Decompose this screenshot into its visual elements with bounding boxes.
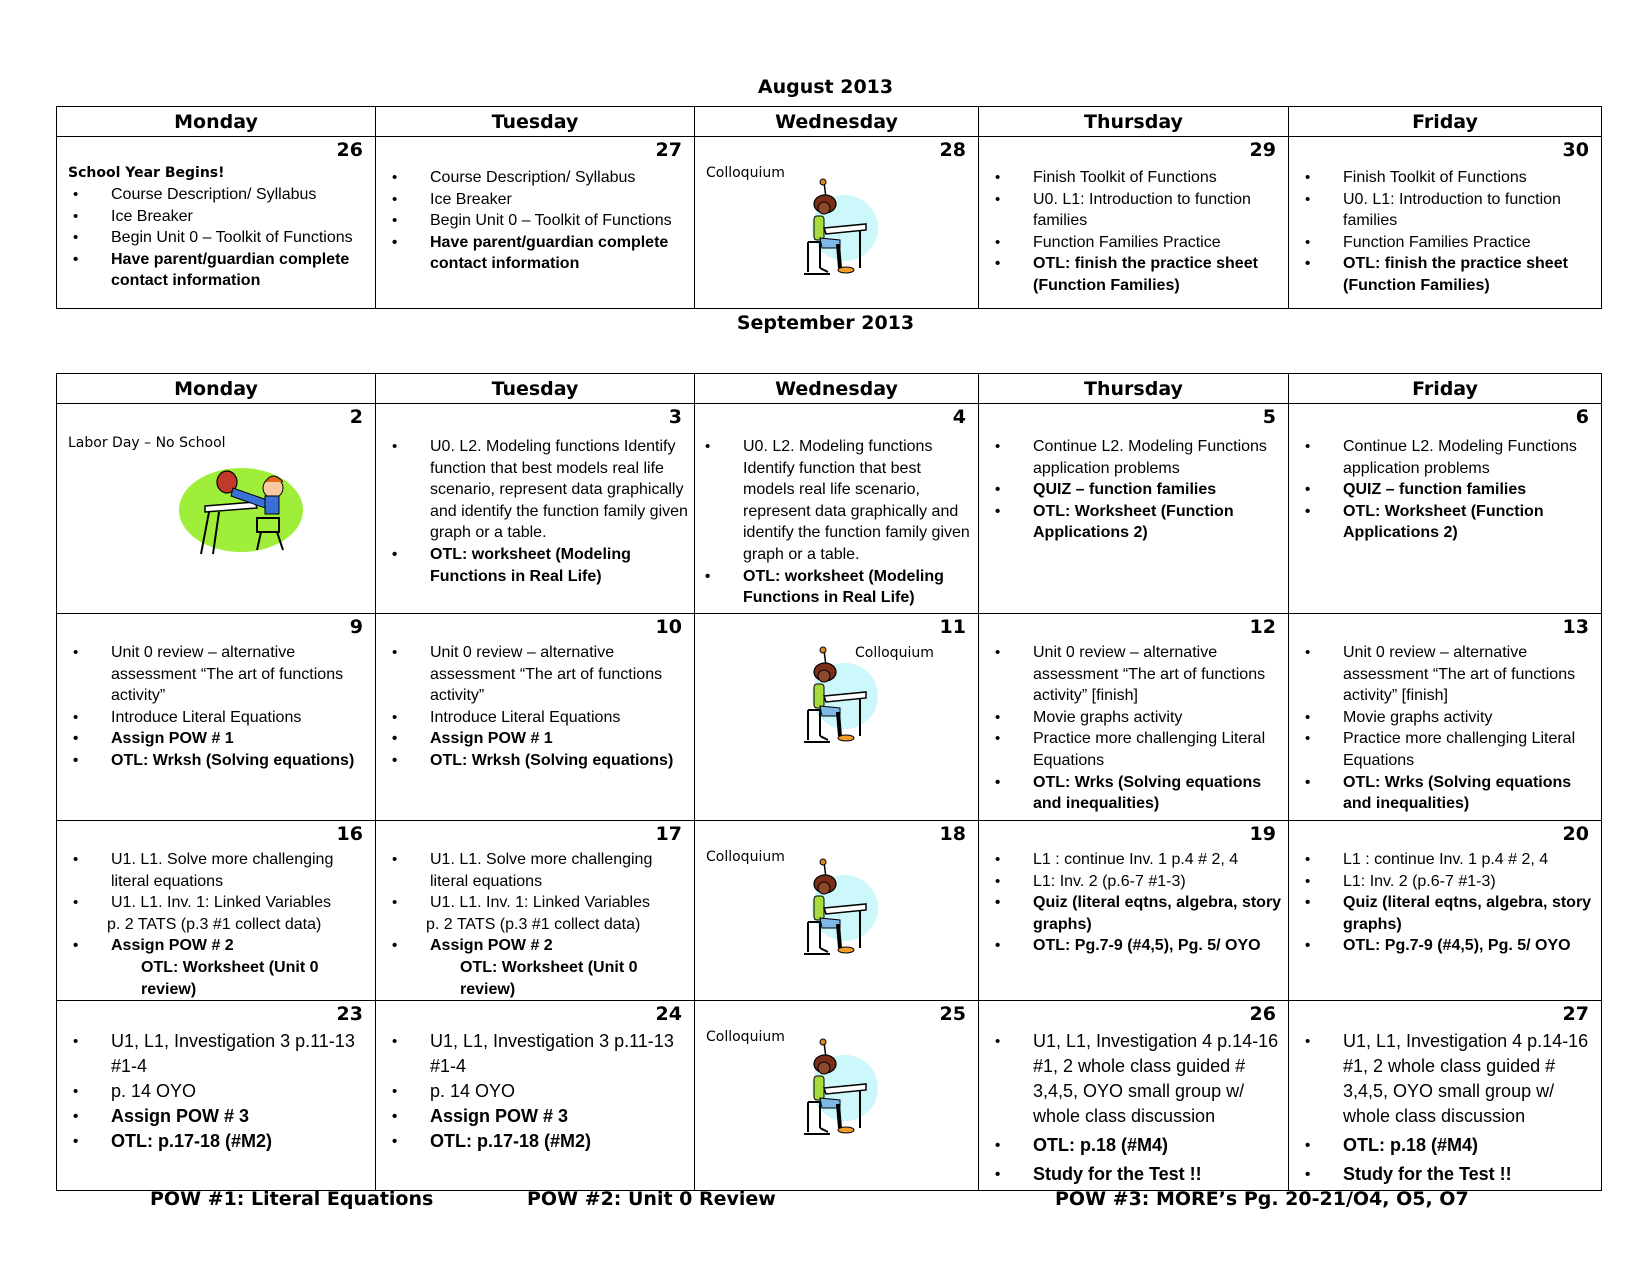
- pow-3-label: POW #3: MORE’s Pg. 20-21/O4, O5, O7: [1055, 1188, 1469, 1210]
- day-number: 27: [655, 139, 682, 161]
- list-item: • OTL: Wrksh (Solving equations): [430, 750, 688, 772]
- day-number: 23: [336, 1003, 363, 1026]
- task-list: [63, 935, 369, 957]
- day-number: 19: [1249, 823, 1276, 845]
- list-item: • OTL: p.18 (#M4): [1033, 1133, 1282, 1158]
- day-cell-sep-13: [1289, 614, 1602, 821]
- list-item: • Study for the Test !!: [1343, 1162, 1595, 1187]
- header-monday: Monday: [57, 374, 376, 404]
- list-item: • Unit 0 review – alternative assessment “The art of functions activity”: [111, 642, 369, 707]
- task-list: [63, 849, 369, 914]
- header-tuesday: Tuesday: [376, 374, 695, 404]
- day-number: 30: [1562, 139, 1589, 161]
- day-number: 3: [668, 406, 682, 428]
- list-item: • L1: Inv. 2 (p.6-7 #1-3): [1343, 871, 1595, 893]
- day-cell-sep-9: [57, 614, 376, 821]
- day-number: 29: [1249, 139, 1276, 161]
- day-cell-sep-27: [1289, 1001, 1602, 1191]
- task-list: [1295, 849, 1595, 957]
- day-cell-sep-3: [376, 404, 695, 614]
- student-desk-clipart: [790, 1038, 880, 1148]
- task-list: [1295, 1029, 1595, 1187]
- task-list: [63, 642, 369, 772]
- day-number: 9: [349, 616, 363, 638]
- august-calendar: [56, 106, 1602, 309]
- student-desk-clipart: [790, 178, 880, 288]
- list-item: • OTL: p.18 (#M4): [1343, 1133, 1595, 1158]
- list-item: • OTL: Wrksh (Solving equations): [111, 750, 369, 772]
- day-number: 25: [939, 1003, 966, 1026]
- header-wednesday: Wednesday: [695, 107, 979, 137]
- task-list: [63, 1029, 369, 1154]
- list-item: • p. 14 OYO: [430, 1079, 688, 1104]
- task-list: [382, 167, 688, 275]
- pow-2-label: POW #2: Unit 0 Review: [527, 1188, 776, 1210]
- list-item: • Begin Unit 0 – Toolkit of Functions: [430, 210, 688, 232]
- header-tuesday: Tuesday: [376, 107, 695, 137]
- day-number: 20: [1562, 823, 1589, 845]
- task-list: [382, 935, 688, 957]
- day-number: 27: [1562, 1003, 1589, 1026]
- list-item: • Finish Toolkit of Functions: [1343, 167, 1595, 189]
- day-number: 2: [349, 406, 363, 428]
- relaxing-student-clipart: [175, 458, 305, 558]
- list-item: • OTL: worksheet (Modeling Functions in Real Life): [430, 544, 688, 587]
- day-cell-sep-23: [57, 1001, 376, 1191]
- list-item: • OTL: p.17-18 (#M2): [111, 1129, 369, 1154]
- list-item: • L1 : continue Inv. 1 p.4 # 2, 4: [1033, 849, 1282, 871]
- list-item: • Begin Unit 0 – Toolkit of Functions: [111, 227, 369, 249]
- list-item: • Unit 0 review – alternative assessment “The art of functions activity”: [430, 642, 688, 707]
- day-cell-sep-20: [1289, 821, 1602, 1001]
- header-thursday: Thursday: [979, 107, 1289, 137]
- list-item: • U1. L1. Solve more challenging literal equations: [111, 849, 369, 892]
- list-item: • Study for the Test !!: [1033, 1162, 1282, 1187]
- list-item: • OTL: Worksheet (Function Applications 2): [1033, 501, 1282, 544]
- list-item: • U0. L1: Introduction to function families: [1343, 189, 1595, 232]
- list-item: • Continue L2. Modeling Functions application problems: [1033, 436, 1282, 479]
- task-list: [1295, 436, 1595, 544]
- cell-note: Colloquium: [855, 645, 934, 661]
- list-item: • Function Families Practice: [1033, 232, 1282, 254]
- day-cell-aug-26: [57, 137, 376, 309]
- task-list: [63, 184, 369, 292]
- list-item: • Quiz (literal eqtns, algebra, story graphs): [1033, 892, 1282, 935]
- list-item: • OTL: finish the practice sheet (Function Families): [1343, 253, 1595, 296]
- day-number: 16: [336, 823, 363, 845]
- day-cell-sep-16: [57, 821, 376, 1001]
- task-list: [1295, 642, 1595, 815]
- day-number: 12: [1249, 616, 1276, 638]
- list-item: • OTL: Wrks (Solving equations and inequalities): [1033, 772, 1282, 815]
- list-item: • U1, L1, Investigation 4 p.14-16 #1, 2 whole class guided # 3,4,5, OYO small group w/ whole class discussion: [1343, 1029, 1595, 1129]
- continuation-text: p. 2 TATS (p.3 #1 collect data): [426, 915, 641, 933]
- day-cell-sep-5: [979, 404, 1289, 614]
- student-desk-clipart: [790, 646, 880, 756]
- list-item: • U1. L1. Inv. 1: Linked Variables: [111, 892, 369, 914]
- header-wednesday: Wednesday: [695, 374, 979, 404]
- cell-note: Colloquium: [706, 849, 785, 865]
- list-item: • Assign POW # 2: [430, 935, 688, 957]
- list-item: • OTL: Wrks (Solving equations and inequalities): [1343, 772, 1595, 815]
- day-cell-sep-19: [979, 821, 1289, 1001]
- list-item: • Introduce Literal Equations: [111, 707, 369, 729]
- list-item: • Practice more challenging Literal Equations: [1033, 728, 1282, 771]
- day-cell-sep-24: [376, 1001, 695, 1191]
- day-number: 6: [1575, 406, 1589, 428]
- list-item: • Ice Breaker: [430, 189, 688, 211]
- list-item: • L1: Inv. 2 (p.6-7 #1-3): [1033, 871, 1282, 893]
- day-cell-sep-6: [1289, 404, 1602, 614]
- task-list: [382, 642, 688, 772]
- list-item: • Assign POW # 3: [430, 1104, 688, 1129]
- day-number: 11: [939, 616, 966, 638]
- list-item: • Assign POW # 1: [111, 728, 369, 750]
- list-item: • p. 14 OYO: [111, 1079, 369, 1104]
- day-number: 26: [1249, 1003, 1276, 1026]
- day-number: 18: [939, 823, 966, 845]
- list-item: • Practice more challenging Literal Equations: [1343, 728, 1595, 771]
- task-list: [1295, 167, 1595, 297]
- day-cell-aug-28: [695, 137, 979, 309]
- task-list: [985, 1029, 1282, 1187]
- continuation-text: OTL: Worksheet (Unit 0 review): [460, 958, 638, 998]
- list-item: • Function Families Practice: [1343, 232, 1595, 254]
- list-item: • Movie graphs activity: [1033, 707, 1282, 729]
- day-number: 17: [655, 823, 682, 845]
- list-item: • Movie graphs activity: [1343, 707, 1595, 729]
- list-item: • L1 : continue Inv. 1 p.4 # 2, 4: [1343, 849, 1595, 871]
- day-cell-sep-11: [695, 614, 979, 821]
- day-cell-aug-29: [979, 137, 1289, 309]
- task-list: [382, 1029, 688, 1154]
- day-number: 10: [655, 616, 682, 638]
- day-number: 4: [952, 406, 966, 428]
- list-item: • Continue L2. Modeling Functions application problems: [1343, 436, 1595, 479]
- list-item: • Course Description/ Syllabus: [430, 167, 688, 189]
- header-thursday: Thursday: [979, 374, 1289, 404]
- day-number: 13: [1562, 616, 1589, 638]
- august-title: August 2013: [757, 76, 894, 98]
- list-item: • Introduce Literal Equations: [430, 707, 688, 729]
- task-list: [985, 642, 1282, 815]
- list-item: • Ice Breaker: [111, 206, 369, 228]
- list-item: • Have parent/guardian complete contact information: [111, 249, 369, 292]
- september-calendar: [56, 373, 1602, 1191]
- header-monday: Monday: [57, 107, 376, 137]
- list-item: • U0. L2. Modeling functions Identify function that best models real life scenario, represent data graphically and identify the function family given graph or a table.: [430, 436, 688, 544]
- list-item: • U1, L1, Investigation 3 p.11-13 #1-4: [111, 1029, 369, 1079]
- day-number: 24: [655, 1003, 682, 1026]
- cell-note: School Year Begins!: [68, 165, 225, 181]
- day-cell-sep-17: [376, 821, 695, 1001]
- list-item: • OTL: Worksheet (Function Applications 2): [1343, 501, 1595, 544]
- day-number: 26: [336, 139, 363, 161]
- day-number: 28: [939, 139, 966, 161]
- list-item: • Course Description/ Syllabus: [111, 184, 369, 206]
- continuation-text: p. 2 TATS (p.3 #1 collect data): [107, 915, 322, 933]
- day-cell-sep-2: [57, 404, 376, 614]
- list-item: • U0. L2. Modeling functions Identify function that best models real life scenario, represent data graphically and identify the function family given graph or a table.: [743, 436, 972, 566]
- list-item: • OTL: finish the practice sheet (Function Families): [1033, 253, 1282, 296]
- day-cell-sep-25: [695, 1001, 979, 1191]
- september-title: September 2013: [736, 312, 915, 334]
- list-item: • U1, L1, Investigation 4 p.14-16 #1, 2 whole class guided # 3,4,5, OYO small group w/ whole class discussion: [1033, 1029, 1282, 1129]
- day-cell-sep-4: [695, 404, 979, 614]
- task-list: [985, 436, 1282, 544]
- list-item: • U1. L1. Solve more challenging literal equations: [430, 849, 688, 892]
- continuation-text: OTL: Worksheet (Unit 0 review): [141, 958, 319, 998]
- task-list: [985, 849, 1282, 957]
- list-item: • Assign POW # 2: [111, 935, 369, 957]
- list-item: • OTL: worksheet (Modeling Functions in Real Life): [743, 566, 972, 609]
- cell-note: Colloquium: [706, 1029, 785, 1046]
- list-item: • OTL: Pg.7-9 (#4,5), Pg. 5/ OYO: [1343, 935, 1595, 957]
- day-cell-aug-30: [1289, 137, 1602, 309]
- list-item: • Finish Toolkit of Functions: [1033, 167, 1282, 189]
- day-cell-sep-18: [695, 821, 979, 1001]
- header-friday: Friday: [1289, 374, 1602, 404]
- list-item: • U0. L1: Introduction to function families: [1033, 189, 1282, 232]
- day-number: 5: [1262, 406, 1276, 428]
- task-list: [701, 436, 972, 609]
- list-item: • U1. L1. Inv. 1: Linked Variables: [430, 892, 688, 914]
- cell-note: Colloquium: [706, 165, 785, 181]
- pow-1-label: POW #1: Literal Equations: [150, 1188, 434, 1210]
- list-item: • Unit 0 review – alternative assessment “The art of functions activity” [finish]: [1033, 642, 1282, 707]
- day-cell-aug-27: [376, 137, 695, 309]
- list-item: • QUIZ – function families: [1343, 479, 1595, 501]
- task-list: [985, 167, 1282, 297]
- day-cell-sep-26: [979, 1001, 1289, 1191]
- list-item: • OTL: p.17-18 (#M2): [430, 1129, 688, 1154]
- cell-note: Labor Day – No School: [68, 435, 226, 451]
- list-item: • Quiz (literal eqtns, algebra, story graphs): [1343, 892, 1595, 935]
- list-item: • QUIZ – function families: [1033, 479, 1282, 501]
- list-item: • Assign POW # 3: [111, 1104, 369, 1129]
- list-item: • Unit 0 review – alternative assessment “The art of functions activity” [finish]: [1343, 642, 1595, 707]
- task-list: [382, 436, 688, 587]
- list-item: • OTL: Pg.7-9 (#4,5), Pg. 5/ OYO: [1033, 935, 1282, 957]
- header-friday: Friday: [1289, 107, 1602, 137]
- student-desk-clipart: [790, 858, 880, 968]
- list-item: • U1, L1, Investigation 3 p.11-13 #1-4: [430, 1029, 688, 1079]
- task-list: [382, 849, 688, 914]
- list-item: • Have parent/guardian complete contact information: [430, 232, 688, 275]
- day-cell-sep-10: [376, 614, 695, 821]
- day-cell-sep-12: [979, 614, 1289, 821]
- list-item: • Assign POW # 1: [430, 728, 688, 750]
